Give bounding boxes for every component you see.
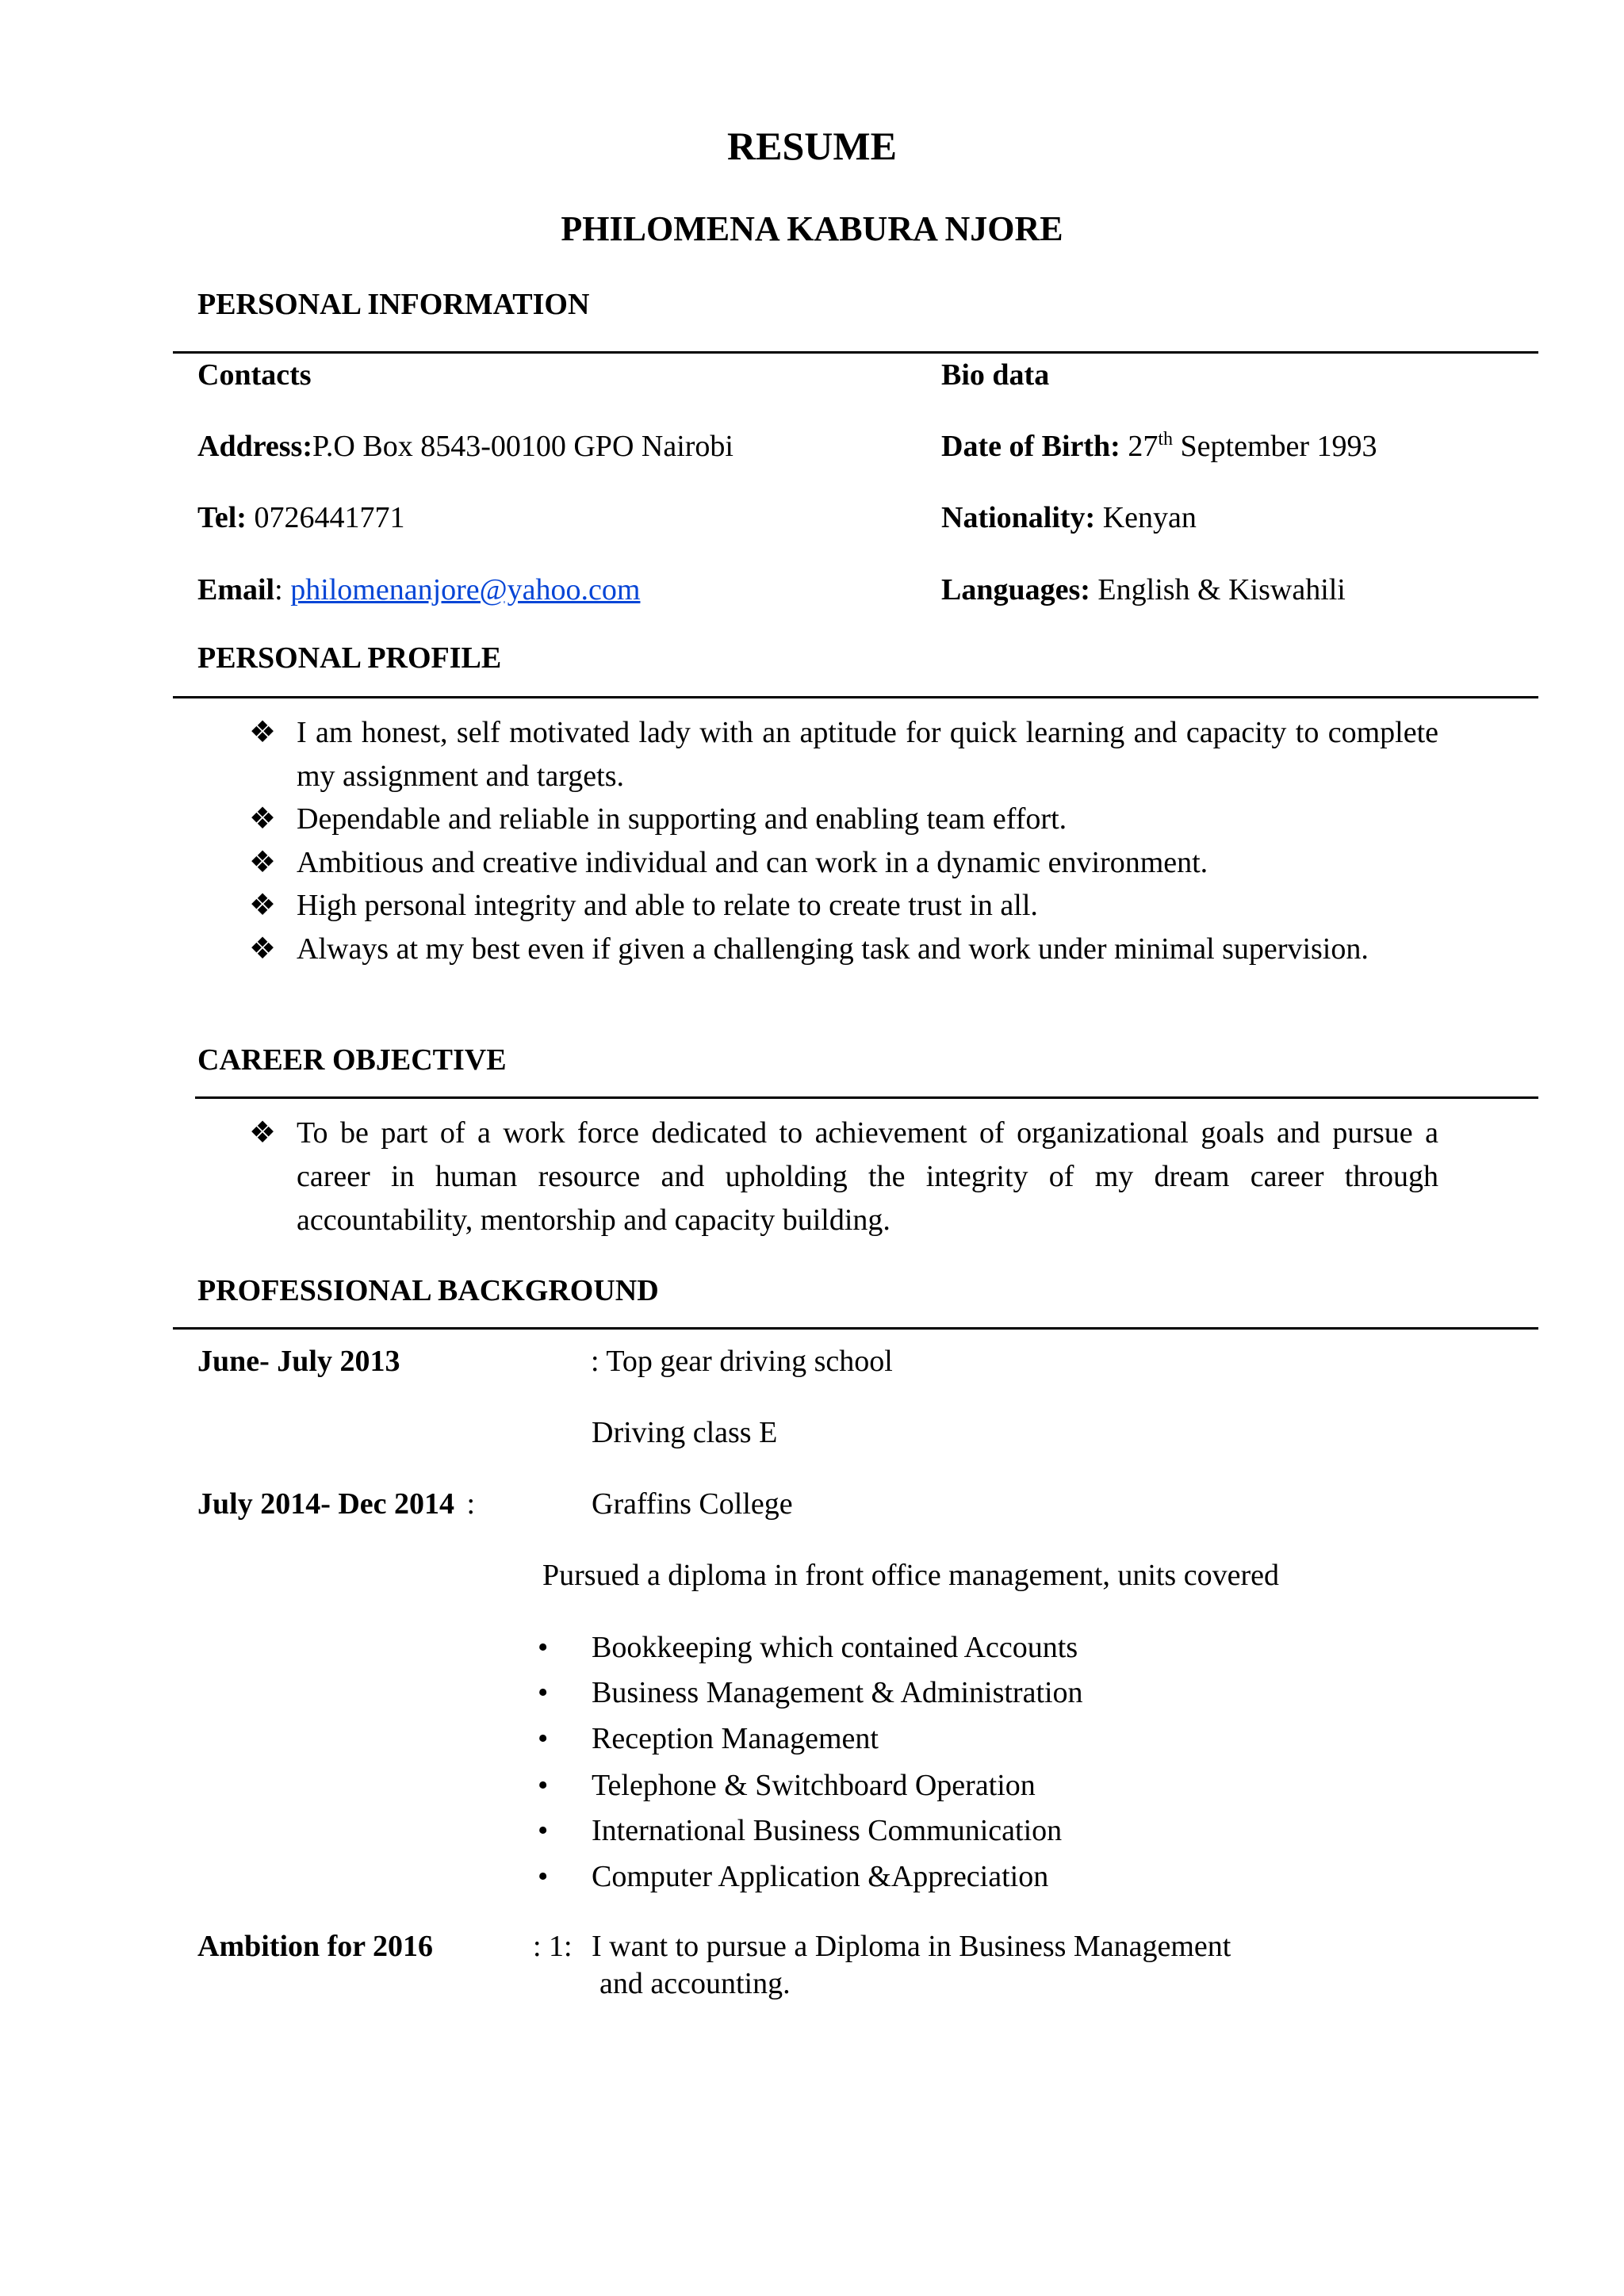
bullet-dot-icon: • bbox=[538, 1631, 549, 1664]
diamond-bullet-icon: ❖ bbox=[249, 802, 277, 836]
diamond-bullet-icon: ❖ bbox=[249, 889, 277, 922]
date-of-birth-row bbox=[941, 429, 1377, 464]
entry-date: July 2014- Dec 2014 bbox=[197, 1487, 455, 1521]
objective-item-text: To be part of a work force dedicated to achievement of organizational goals and pursue a career in human resource and upholding the integrity of my dream career through accountability, mentorship and capacity building. bbox=[297, 1116, 1438, 1237]
address-label: Address: bbox=[197, 430, 312, 463]
bullet-dot-icon: • bbox=[538, 1676, 549, 1709]
profile-item-text: Always at my best even if given a challenging task and work under minimal supervision. bbox=[297, 932, 1369, 966]
section-rule bbox=[173, 696, 1538, 698]
dob-suffix: th bbox=[1158, 429, 1174, 450]
languages-row bbox=[941, 572, 1346, 607]
unit-item-text: Reception Management bbox=[592, 1722, 879, 1755]
candidate-name: PHILOMENA KABURA NJORE bbox=[561, 209, 1063, 248]
email-row bbox=[197, 572, 640, 607]
nationality-value: Kenyan bbox=[1102, 501, 1197, 534]
tel-value: 0726441771 bbox=[254, 501, 405, 534]
nationality-row bbox=[941, 500, 1197, 535]
unit-item-text: International Business Communication bbox=[592, 1814, 1063, 1847]
diamond-bullet-icon: ❖ bbox=[249, 846, 277, 879]
unit-item-text: Bookkeeping which contained Accounts bbox=[592, 1631, 1078, 1664]
document-title: RESUME bbox=[727, 124, 897, 168]
bio-data-heading: Bio data bbox=[941, 358, 1050, 392]
diamond-bullet-icon: ❖ bbox=[249, 932, 277, 966]
address-row bbox=[197, 429, 733, 464]
languages-value: English & Kiswahili bbox=[1097, 573, 1346, 607]
dob-month-year: September 1993 bbox=[1180, 430, 1377, 463]
email-label: Email bbox=[197, 573, 275, 607]
nationality-label: Nationality: bbox=[941, 501, 1096, 534]
entry-date-row bbox=[197, 1487, 475, 1521]
dob-label: Date of Birth: bbox=[941, 430, 1120, 463]
tel-row bbox=[197, 500, 404, 535]
section-heading-professional-background: PROFESSIONAL BACKGROUND bbox=[197, 1274, 659, 1307]
email-colon: : bbox=[274, 573, 283, 607]
profile-item-text: Ambitious and creative individual and can work in a dynamic environment. bbox=[297, 846, 1208, 879]
entry-detail: Driving class E bbox=[592, 1416, 778, 1449]
bullet-dot-icon: • bbox=[538, 1814, 549, 1847]
entry-place: Graffins College bbox=[592, 1487, 793, 1521]
dob-day: 27 bbox=[1128, 430, 1159, 463]
bullet-dot-icon: • bbox=[538, 1769, 549, 1802]
ambition-text-line-1: I want to pursue a Diploma in Business Management bbox=[592, 1930, 1231, 1963]
unit-item-text: Telephone & Switchboard Operation bbox=[592, 1769, 1036, 1802]
unit-item-text: Business Management & Administration bbox=[592, 1676, 1083, 1709]
entry-colon: : bbox=[466, 1487, 476, 1521]
ambition-prefix: : 1: bbox=[533, 1930, 573, 1963]
entry-date: June- July 2013 bbox=[197, 1345, 400, 1378]
profile-item-text: Dependable and reliable in supporting and enabling team effort. bbox=[297, 802, 1067, 836]
contacts-heading: Contacts bbox=[197, 358, 312, 392]
section-heading-personal-information: PERSONAL INFORMATION bbox=[197, 288, 590, 321]
profile-item-text: High personal integrity and able to relate to create trust in all. bbox=[297, 889, 1038, 922]
bullet-dot-icon: • bbox=[538, 1860, 549, 1893]
section-rule bbox=[195, 1096, 1538, 1099]
ambition-label: Ambition for 2016 bbox=[197, 1930, 433, 1963]
languages-label: Languages: bbox=[941, 573, 1090, 607]
diamond-bullet-icon: ❖ bbox=[249, 1116, 277, 1150]
bullet-dot-icon: • bbox=[538, 1722, 549, 1755]
section-heading-career-objective: CAREER OBJECTIVE bbox=[197, 1043, 507, 1077]
section-rule bbox=[173, 1327, 1538, 1330]
section-heading-personal-profile: PERSONAL PROFILE bbox=[197, 641, 502, 675]
email-link[interactable]: philomenanjore@yahoo.com bbox=[290, 573, 641, 607]
diamond-bullet-icon: ❖ bbox=[249, 716, 277, 749]
entry-intro: Pursued a diploma in front office management, units covered bbox=[542, 1559, 1279, 1592]
profile-item-text: I am honest, self motivated lady with an aptitude for quick learning and capacity to complete my assignment and targets. bbox=[297, 716, 1438, 793]
ambition-text-line-2: and accounting. bbox=[599, 1967, 791, 2000]
unit-item-text: Computer Application &Appreciation bbox=[592, 1860, 1049, 1893]
section-rule bbox=[173, 351, 1538, 354]
entry-place: : Top gear driving school bbox=[591, 1345, 893, 1378]
address-value: P.O Box 8543-00100 GPO Nairobi bbox=[312, 430, 733, 463]
tel-label: Tel: bbox=[197, 501, 247, 534]
